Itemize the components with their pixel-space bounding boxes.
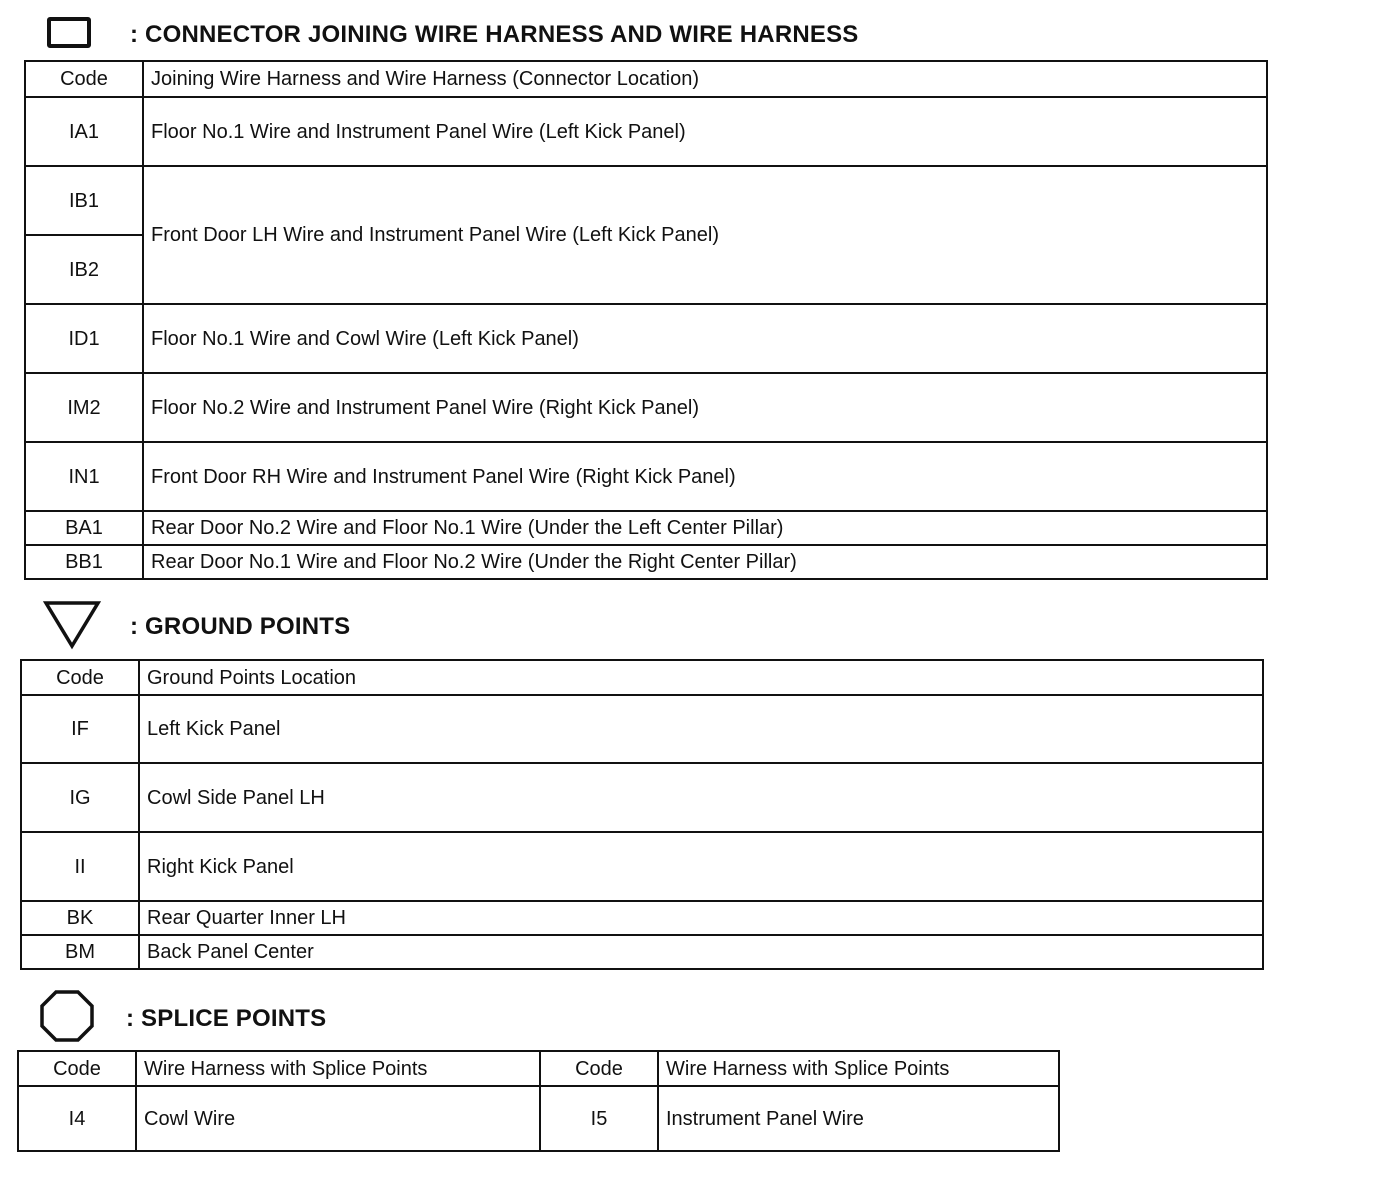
description-cell: Floor No.1 Wire and Cowl Wire (Left Kick Panel) (143, 304, 1267, 373)
description-cell: Rear Door No.2 Wire and Floor No.1 Wire (Under the Left Center Pillar) (143, 511, 1267, 545)
connector-section-title: : CONNECTOR JOINING WIRE HARNESS AND WIRE HARNESS (130, 20, 859, 48)
table-row (21, 935, 1263, 969)
octagon-outline-icon (38, 988, 96, 1049)
code-header: Code (18, 1051, 136, 1086)
code-cell: IG (21, 763, 139, 832)
code-cell: ID1 (25, 304, 143, 373)
harness-header: Wire Harness with Splice Points (136, 1051, 540, 1086)
square-outline-icon (46, 14, 92, 55)
code-cell: IN1 (25, 442, 143, 511)
ground-section-heading (18, 598, 350, 655)
connector-section-heading (18, 14, 859, 55)
table-row (25, 304, 1267, 373)
table-row (18, 1086, 1059, 1151)
table-row (21, 695, 1263, 763)
code-cell: I5 (540, 1086, 658, 1151)
table-row (25, 166, 1267, 235)
table-row (25, 511, 1267, 545)
ground-table (20, 659, 1264, 970)
location-cell: Left Kick Panel (139, 695, 1263, 763)
table-row (21, 763, 1263, 832)
location-cell: Cowl Side Panel LH (139, 763, 1263, 832)
code-cell: II (21, 832, 139, 901)
table-row (25, 442, 1267, 511)
code-cell: BB1 (25, 545, 143, 579)
code-cell: BA1 (25, 511, 143, 545)
code-cell: IB1 (25, 166, 143, 235)
code-cell: I4 (18, 1086, 136, 1151)
code-cell: IA1 (25, 97, 143, 166)
table-header-row (21, 660, 1263, 695)
splice-section-heading (18, 988, 326, 1049)
description-header: Joining Wire Harness and Wire Harness (Connector Location) (143, 61, 1267, 97)
harness-header: Wire Harness with Splice Points (658, 1051, 1059, 1086)
description-cell: Front Door RH Wire and Instrument Panel Wire (Right Kick Panel) (143, 442, 1267, 511)
location-cell: Back Panel Center (139, 935, 1263, 969)
splice-section-title: : SPLICE POINTS (126, 1004, 327, 1032)
description-cell: Rear Door No.1 Wire and Floor No.2 Wire (Under the Right Center Pillar) (143, 545, 1267, 579)
code-header: Code (25, 61, 143, 97)
table-row (21, 832, 1263, 901)
harness-cell: Cowl Wire (136, 1086, 540, 1151)
code-cell: IM2 (25, 373, 143, 442)
table-row (21, 901, 1263, 935)
code-cell: IB2 (25, 235, 143, 304)
connector-table (24, 60, 1268, 580)
code-header: Code (540, 1051, 658, 1086)
table-row (25, 373, 1267, 442)
code-header: Code (21, 660, 139, 695)
triangle-down-outline-icon (42, 598, 102, 655)
description-cell: Floor No.2 Wire and Instrument Panel Wire (Right Kick Panel) (143, 373, 1267, 442)
location-header: Ground Points Location (139, 660, 1263, 695)
description-cell: Floor No.1 Wire and Instrument Panel Wire (Left Kick Panel) (143, 97, 1267, 166)
splice-table (17, 1050, 1060, 1152)
code-cell: BK (21, 901, 139, 935)
ground-section-title: : GROUND POINTS (130, 612, 351, 640)
code-cell: IF (21, 695, 139, 763)
description-cell: Front Door LH Wire and Instrument Panel Wire (Left Kick Panel) (143, 166, 1267, 304)
code-cell: BM (21, 935, 139, 969)
table-header-row (25, 61, 1267, 97)
table-row (25, 97, 1267, 166)
harness-cell: Instrument Panel Wire (658, 1086, 1059, 1151)
location-cell: Rear Quarter Inner LH (139, 901, 1263, 935)
table-header-row (18, 1051, 1059, 1086)
location-cell: Right Kick Panel (139, 832, 1263, 901)
table-row (25, 545, 1267, 579)
